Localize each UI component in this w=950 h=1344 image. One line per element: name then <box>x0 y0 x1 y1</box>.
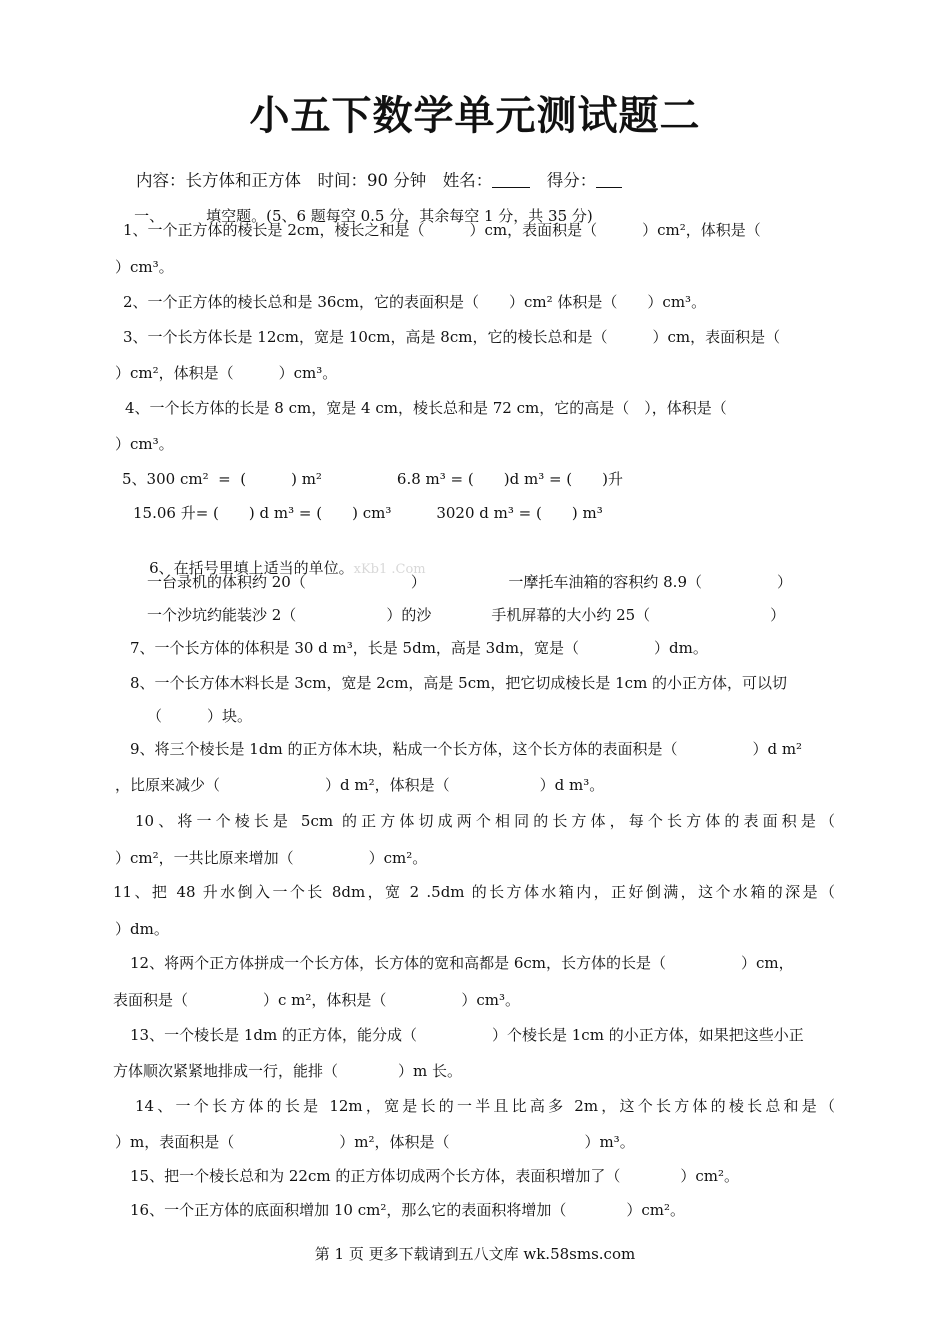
question-11-line-2: ）dm。 <box>115 920 169 938</box>
question-4-line-1: 4、一个长方体的长是 8 cm，宽是 4 cm，棱长总和是 72 cm，它的高是（ ），体积是（ <box>125 399 727 417</box>
page-footer: 第 1 页 更多下载请到五八文库 wk.58sms.com <box>314 1245 636 1263</box>
question-6-row-1: 一台录机的体积约 20（ ） 一摩托车油箱的容积约 8.9（ ） <box>147 573 792 591</box>
question-10-line-1: 10、将一个棱长是 5cm 的正方体切成两个相同的长方体，每个长方体的表面积是（ <box>135 812 835 830</box>
question-5-line-2: 15.06 升= ( ) d m³ = ( ) cm³ 3020 d m³ = ( ) m³ <box>133 504 603 522</box>
info-score-label: 得分： <box>546 171 597 190</box>
question-4-line-2: ）cm³。 <box>115 435 174 453</box>
question-10-line-2: ）cm²，一共比原来增加（ ）cm²。 <box>115 849 428 867</box>
question-15: 15、把一个棱长总和为 22cm 的正方体切成两个长方体，表面积增加了（ ）cm²。 <box>130 1167 739 1185</box>
question-6-text: 6、在括号里填上适当的单位。 <box>149 559 354 577</box>
question-8-line-1: 8、一个长方体木料长是 3cm，宽是 2cm，高是 5cm，把它切成棱长是 1cm 的小正方体，可以切 <box>130 674 788 692</box>
info-time: 时间：90 分钟 <box>317 171 427 190</box>
question-11-line-1: 11、把 48 升水倒入一个长 8dm，宽 2 .5dm 的长方体水箱内，正好倒满，这个水箱的深是（ <box>113 883 835 901</box>
question-14-line-2: ）m，表面积是（ ）m²，体积是（ ）m³。 <box>115 1133 635 1151</box>
question-3-line-2: ）cm²，体积是（ ）cm³。 <box>115 364 338 382</box>
question-5-line-1: 5、300 cm² = ( ) m² 6.8 m³ = ( )d m³ = ( )升 <box>122 470 624 488</box>
section-number: 一、 <box>134 207 165 225</box>
info-content: 内容：长方体和正方体 <box>135 171 301 190</box>
question-9-line-1: 9、将三个棱长是 1dm 的正方体木块，粘成一个长方体，这个长方体的表面积是（ ）d m² <box>130 740 803 758</box>
question-12-line-2: 表面积是（ ）c m²，体积是（ ）cm³。 <box>113 991 521 1009</box>
score-blank[interactable] <box>596 172 622 188</box>
question-6-row-2: 一个沙坑约能装沙 2（ ）的沙 手机屏幕的大小约 25（ ） <box>147 606 786 624</box>
question-1-line-2: ）cm³。 <box>115 258 174 276</box>
page-title: 小五下数学单元测试题二 <box>249 93 701 139</box>
question-1-line-1: 1、一个正方体的棱长是 2cm，棱长之和是（ ）cm，表面积是（ ）cm²，体积是（ <box>123 221 761 239</box>
question-3-line-1: 3、一个长方体长是 12cm，宽是 10cm，高是 8cm，它的棱长总和是（ ）cm，表面积是（ <box>123 328 781 346</box>
watermark: xKb1 .Com <box>353 562 426 577</box>
question-2: 2、一个正方体的棱长总和是 36cm，它的表面积是（ ）cm² 体积是（ ）cm³。 <box>123 293 707 311</box>
question-13-line-1: 13、一个棱长是 1dm 的正方体，能分成（ ）个棱长是 1cm 的小正方体，如果把这些小正 <box>130 1026 804 1044</box>
section-instructions: 填空题。(5、6 题每空 0.5 分，其余每空 1 分，共 35 分) <box>206 207 593 225</box>
question-8-line-2: （ ）块。 <box>147 707 253 725</box>
question-14-line-1: 14、一个长方体的长是 12m，宽是长的一半且比高多 2m，这个长方体的棱长总和是（ <box>135 1097 835 1115</box>
info-name-label: 姓名： <box>442 171 493 190</box>
question-13-line-2: 方体顺次紧紧地排成一行，能排（ ）m 长。 <box>113 1062 462 1080</box>
question-12-line-1: 12、将两个正方体拼成一个长方体，长方体的宽和高都是 6cm，长方体的长是（ ）cm， <box>130 954 794 972</box>
question-16: 16、一个正方体的底面积增加 10 cm²，那么它的表面积将增加（ ）cm²。 <box>130 1201 685 1219</box>
question-7: 7、一个长方体的体积是 30 d m³，长是 5dm，高是 3dm，宽是（ ）dm。 <box>130 639 708 657</box>
question-9-line-2: ，比原来减少（ ）d m²，体积是（ ）d m³。 <box>115 776 605 794</box>
